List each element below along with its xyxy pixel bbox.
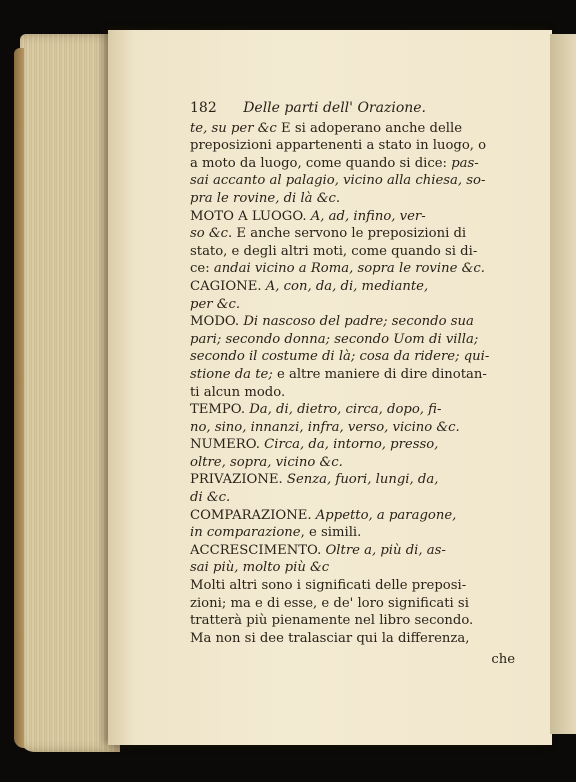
text-segment: Ma non si dee tralasciar qui la differenza, <box>190 630 470 646</box>
text-segment: secondo il costume di là; cosa da ridere; qui- <box>190 349 490 365</box>
text-segment: Oltre a, più di, as- <box>325 542 446 558</box>
text-segment: stato, e degli altri moti, come quando si di- <box>190 243 478 259</box>
text-segment: Da, di, dietro, circa, dopo, fi- <box>249 402 442 418</box>
text-segment: in comparazione <box>190 525 301 541</box>
text-segment: Circa, da, intorno, presso, <box>264 437 439 453</box>
text-segment: oltre, sopra, vicino &c. <box>190 454 343 470</box>
text-segment: su per &c <box>211 120 277 136</box>
text-line <box>190 243 515 261</box>
text-segment: Senza, fuori, lungi, da, <box>286 472 439 488</box>
text-line <box>190 612 515 630</box>
text-segment: so &c. <box>190 226 233 242</box>
text-segment: pra le rovine, di là &c. <box>190 190 341 206</box>
text-line <box>190 507 515 525</box>
text-segment: TEMPO. <box>190 402 250 418</box>
text-line <box>190 630 515 648</box>
text-line <box>190 559 515 577</box>
text-segment: ce: <box>190 261 214 277</box>
text-segment: MOTO A LUOGO. <box>190 208 311 224</box>
text-segment: E si adoperano anche delle <box>276 120 463 136</box>
text-segment: A, ad, infino, ver- <box>310 208 426 224</box>
text-segment: no, sino, innanzi, infra, verso, vicino &c. <box>190 419 460 435</box>
text-segment: ACCRESCIMENTO. <box>190 542 326 558</box>
text-line <box>190 296 515 314</box>
text-segment: pas- <box>451 155 479 171</box>
running-header <box>190 100 515 118</box>
text-line <box>190 384 515 402</box>
text-line <box>190 260 515 278</box>
text-segment: tratterà più pienamente nel libro secondo. <box>190 613 474 629</box>
text-line <box>190 489 515 507</box>
text-line <box>190 208 515 226</box>
text-line <box>190 137 515 155</box>
text-line <box>190 366 515 384</box>
text-line <box>190 313 515 331</box>
text-segment: zioni; ma e di esse, e de' loro significati si <box>190 595 469 611</box>
text-line <box>190 120 515 138</box>
text-segment: per &c. <box>190 296 241 312</box>
text-segment: MODO. <box>190 314 244 330</box>
text-line <box>190 524 515 542</box>
text-line <box>190 401 515 419</box>
text-line <box>190 577 515 595</box>
text-segment: sai più, molto più &c <box>190 560 330 576</box>
text-line <box>190 348 515 366</box>
text-line <box>190 595 515 613</box>
text-segment: , e simili. <box>300 525 362 541</box>
text-segment: e altre maniere di dire dinotan- <box>272 366 487 382</box>
text-line <box>190 172 515 190</box>
text-segment: A, con, da, di, mediante, <box>265 278 429 294</box>
text-segment: a moto da luogo, come quando si dice: <box>190 155 452 171</box>
catchword: che <box>491 652 515 668</box>
text-segment: andai vicino a Roma, sopra le rovine &c. <box>213 261 485 277</box>
text-line <box>190 454 515 472</box>
text-line <box>190 225 515 243</box>
text-line <box>190 419 515 437</box>
page-number: 182 <box>190 100 217 116</box>
text-line <box>190 331 515 349</box>
text-segment: te, <box>190 120 212 136</box>
page-text <box>190 100 515 669</box>
text-line <box>190 278 515 296</box>
text-segment: Molti altri sono i significati delle preposi- <box>190 578 467 594</box>
text-segment: Di nascoso del padre; secondo sua <box>243 314 474 330</box>
text-line <box>190 155 515 173</box>
text-line <box>190 190 515 208</box>
facing-page-edge <box>550 34 576 734</box>
running-title: Delle parti dell' Orazione. <box>243 100 426 116</box>
text-segment: pari; secondo donna; secondo Uom di villa; <box>190 331 479 347</box>
book-page-edges <box>20 34 120 752</box>
text-segment: ti alcun modo. <box>190 384 286 400</box>
text-segment: CAGIONE. <box>190 278 266 294</box>
body-lines <box>190 120 515 648</box>
text-segment: E anche servono le preposizioni di <box>232 226 467 242</box>
text-segment: COMPARAZIONE. <box>190 507 316 523</box>
text-segment: NUMERO. <box>190 437 265 453</box>
text-segment: sai accanto al palagio, vicino alla chiesa, so- <box>190 173 486 189</box>
text-line <box>190 436 515 454</box>
text-line <box>190 471 515 489</box>
text-segment: Appetto, a paragone, <box>315 507 457 523</box>
text-line <box>190 542 515 560</box>
text-segment: preposizioni appartenenti a stato in luogo, o <box>190 138 487 154</box>
text-segment: PRIVAZIONE. <box>190 472 287 488</box>
text-segment: di &c. <box>190 490 231 506</box>
text-segment: stione da te; <box>190 366 273 382</box>
